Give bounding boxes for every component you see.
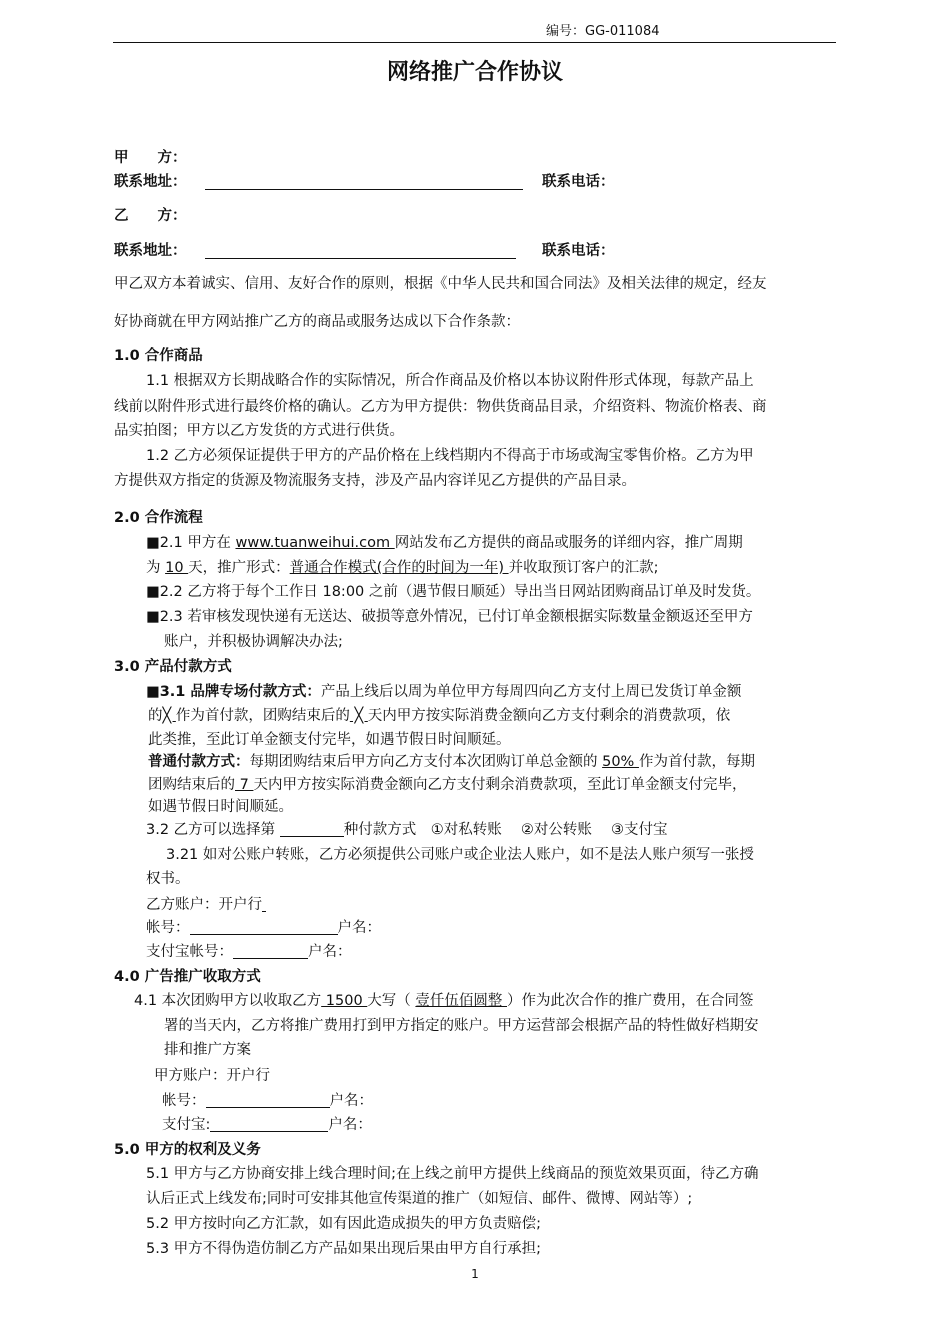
- clause-fragment: 网站发布乙方提供的商品或服务的详细内容，推广周期: [394, 535, 743, 551]
- account-number-field[interactable]: [190, 918, 338, 935]
- party-a-phone-label: 联系电话：: [542, 174, 615, 190]
- section-heading: 2.0 合作流程: [114, 510, 203, 526]
- clause-text: 5.1 甲方与乙方协商安排上线合理时间;在上线之前甲方提供上线商品的预览效果页面，待乙方确: [146, 1166, 759, 1182]
- clause-fragment: 3.2 乙方可以选择第: [146, 822, 280, 838]
- clause-text: 品实拍图；甲方以乙方发货的方式进行供货。: [114, 423, 404, 439]
- section-heading: 5.0 甲方的权利及义务: [114, 1142, 261, 1158]
- clause-text: 如遇节假日时间顺延。: [148, 799, 293, 815]
- account-number-label: 帐号：: [162, 1093, 206, 1109]
- party-b-address-field[interactable]: [205, 258, 516, 259]
- clause-text: ■2.3 若审核发现快递有无送达、破损等意外情况，已付订单金额根据实际数量金额返还至甲方: [146, 609, 753, 625]
- party-a-account-label: 甲方账户：开户行: [154, 1068, 270, 1084]
- page-number: 1: [471, 1267, 479, 1281]
- clause-fragment: 产品上线后以周为单位甲方每周四向乙方支付上周已发货订单金额: [320, 684, 742, 700]
- clause-text: 5.3 甲方不得伪造仿制乙方产品如果出现后果由甲方自行承担;: [146, 1241, 542, 1257]
- party-b-label: 乙 方：: [114, 208, 187, 224]
- clause-fragment: 4.1 本次团购甲方以收取乙方: [134, 993, 322, 1009]
- serial-value: GG-011084: [585, 24, 660, 39]
- account-bank-label: [146, 895, 266, 915]
- fee-amount-field[interactable]: 1500: [321, 993, 368, 1009]
- party-a-label: 甲 方：: [114, 150, 187, 166]
- clause-text: 此类推，至此订单金额支付完毕，如遇节假日时间顺延。: [148, 732, 511, 748]
- section-heading: 3.0 产品付款方式: [114, 659, 232, 675]
- clause-fragment: 天，推广形式：: [188, 560, 290, 576]
- clause-fragment: 作为首付款，团购结束后的: [175, 708, 350, 724]
- serial-label: 编号：: [546, 24, 586, 39]
- clause-fragment: ）作为此次合作的推广费用，在合同签: [507, 993, 754, 1009]
- clause-fragment: ■2.1 甲方在: [146, 535, 236, 551]
- clause-text: [146, 533, 743, 553]
- alipay-field[interactable]: [233, 942, 308, 959]
- clause-text: ■2.2 乙方将于每个工作日 18:00 之前（遇节假日顺延）导出当日网站团购商品订单及时发货。: [146, 584, 761, 600]
- clause-text: [146, 558, 658, 578]
- bank-field[interactable]: [262, 895, 266, 912]
- party-a-address-field[interactable]: [205, 189, 523, 190]
- account-number-line: [146, 918, 381, 938]
- clause-fragment: 并收取预订客户的汇款;: [508, 560, 659, 576]
- clause-fragment: 每期团购结束后甲方向乙方支付本次团购订单总金额的: [249, 754, 603, 770]
- section-heading: 1.0 合作商品: [114, 348, 203, 364]
- clause-text: 1.1 根据双方长期战略合作的实际情况，所合作商品及价格以本协议附件形式体现，每款产品上: [146, 373, 754, 389]
- party-a-account-number-line: [162, 1091, 373, 1111]
- section-heading: 4.0 广告推广收取方式: [114, 969, 261, 985]
- clause-fragment: 的: [148, 708, 163, 724]
- clause-text: 署的当天内，乙方将推广费用打到甲方指定的账户。甲方运营部会根据产品的特性做好档期安: [164, 1018, 759, 1034]
- promo-mode-field[interactable]: 普通合作模式(合作的时间为一年): [289, 560, 509, 576]
- normal-settle-days-field[interactable]: 7: [235, 777, 254, 793]
- clause-text: [146, 820, 668, 840]
- clause-fragment: 大写（: [367, 993, 416, 1009]
- clause-text: [148, 775, 746, 795]
- clause-text: 线前以附件形式进行最终价格的确认。乙方为甲方提供：物供货商品目录，介绍资料、物流价格表、商: [114, 399, 767, 415]
- website-link[interactable]: www.tuanweihui.com: [235, 535, 395, 551]
- party-a-address-label: 联系地址：: [114, 174, 187, 190]
- clause-text: 账户，并积极协调解决办法;: [164, 634, 343, 650]
- alipay-line: [146, 942, 352, 962]
- clause-text: [134, 991, 754, 1011]
- clause-fragment: 为: [146, 560, 166, 576]
- settle-days-field[interactable]: ╳: [349, 708, 368, 724]
- preamble-line: 好协商就在甲方网站推广乙方的商品或服务达成以下合作条款：: [114, 314, 520, 330]
- party-a-alipay-field[interactable]: [210, 1115, 328, 1132]
- party-a-alipay-line: [162, 1115, 372, 1135]
- clause-fragment: 天内甲方按实际消费金额向乙方支付剩余消费款项，至此订单金额支付完毕，: [253, 777, 747, 793]
- clause-label: 普通付款方式：: [148, 754, 250, 770]
- clause-text: [148, 706, 730, 726]
- down-payment-percent-field[interactable]: 50%: [602, 754, 639, 770]
- alipay-name-label: 户名：: [328, 1117, 372, 1133]
- promo-days-field[interactable]: 10: [165, 560, 189, 576]
- preamble-line: 甲乙双方本着诚实、信用、友好合作的原则，根据《中华人民共和国合同法》及相关法律的规定，经友: [114, 276, 767, 292]
- alipay-label: 支付宝帐号：: [146, 944, 233, 960]
- party-a-account-number-field[interactable]: [206, 1091, 330, 1108]
- clause-text: 3.21 如对公账户转账，乙方必须提供公司账户或企业法人账户，如不是法人账户须写一张授: [166, 847, 754, 863]
- fee-capital-field[interactable]: 壹仟伍佰圆整: [415, 993, 508, 1009]
- serial-number: [546, 22, 659, 42]
- party-b-phone-label: 联系电话：: [542, 243, 615, 259]
- clause-fragment: 种付款方式 ①对私转账 ②对公转账 ③支付宝: [343, 822, 668, 838]
- clause-fragment: 作为首付款，每期: [638, 754, 755, 770]
- clause-text: 认后正式上线发布;同时可安排其他宣传渠道的推广（如短信、邮件、微博、网站等）;: [146, 1191, 693, 1207]
- account-number-label: 帐号：: [146, 920, 190, 936]
- party-b-address-label: 联系地址：: [114, 243, 187, 259]
- down-payment-field[interactable]: ╳: [162, 708, 176, 724]
- header-rule: [113, 42, 836, 43]
- clause-label: ■3.1 品牌专场付款方式：: [146, 684, 321, 700]
- clause-fragment: 团购结束后的: [148, 777, 235, 793]
- payment-method-field[interactable]: [280, 820, 344, 837]
- clause-text: [148, 752, 755, 772]
- clause-fragment: 天内甲方按实际消费金额向乙方支付剩余的消费款项，依: [367, 708, 731, 724]
- account-name-label: 户名：: [329, 1093, 373, 1109]
- alipay-label: 支付宝:: [162, 1117, 211, 1133]
- clause-text: 1.2 乙方必须保证提供于甲方的产品价格在上线档期内不得高于市场或淘宝零售价格。乙方为甲: [146, 448, 754, 464]
- clause-text: 权书。: [146, 871, 190, 887]
- clause-text: 5.2 甲方按时向乙方汇款，如有因此造成损失的甲方负责赔偿;: [146, 1216, 542, 1232]
- clause-fragment: 乙方账户：开户行: [146, 897, 262, 913]
- document-title: 网络推广合作协议: [386, 60, 563, 85]
- account-name-label: 户名：: [337, 920, 381, 936]
- clause-text: 方提供双方指定的货源及物流服务支持，涉及产品内容详见乙方提供的产品目录。: [114, 473, 636, 489]
- clause-text: 排和推广方案: [164, 1042, 251, 1058]
- clause-text: [146, 682, 741, 702]
- alipay-name-label: 户名：: [308, 944, 352, 960]
